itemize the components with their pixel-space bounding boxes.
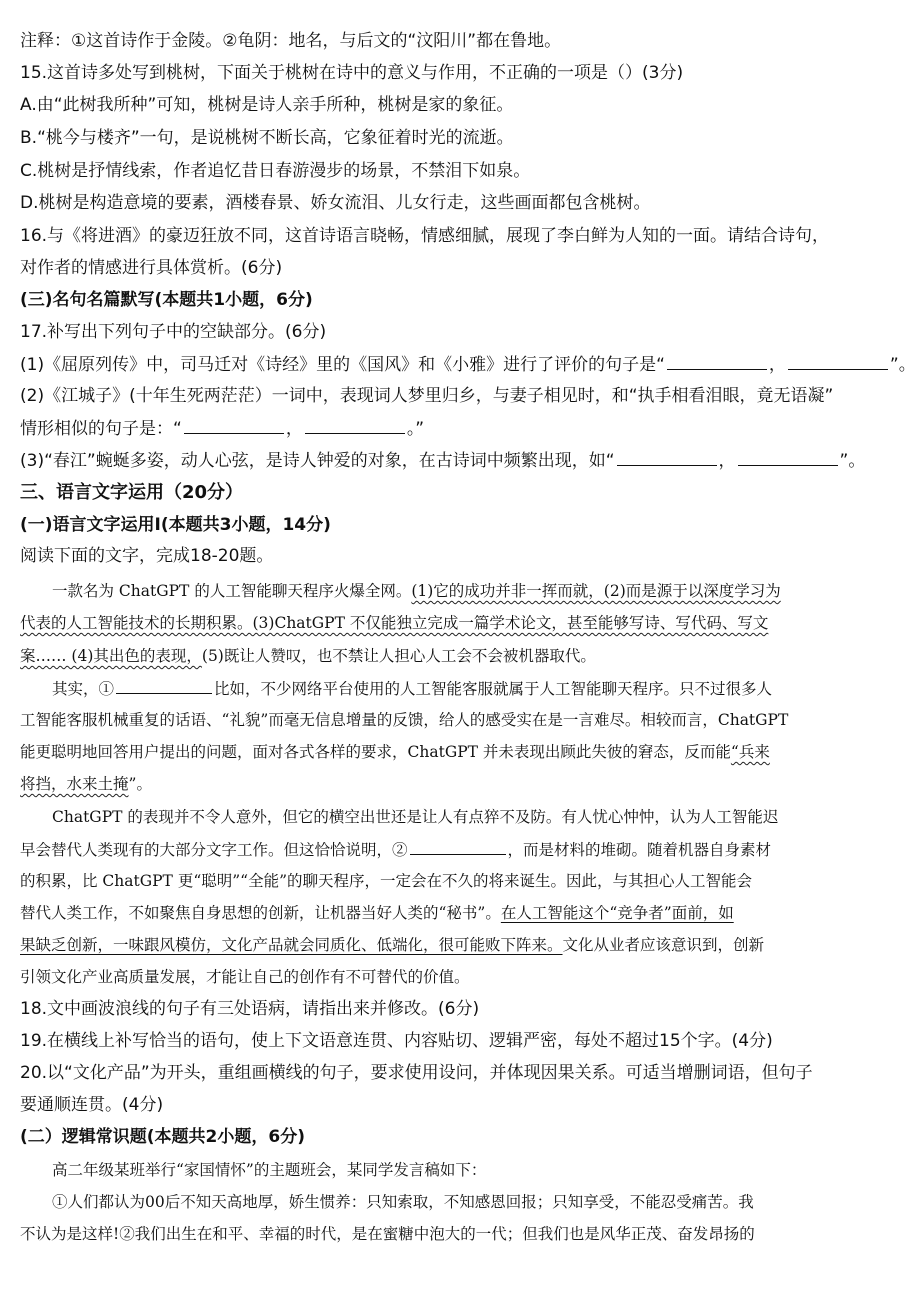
item1-text: (1)《屈原列传》中，司马迁对《诗经》里的《国风》和《小雅》进行了评价的句子是“ — [20, 355, 665, 375]
answer-blank[interactable] — [738, 449, 838, 466]
answer-blank[interactable] — [667, 353, 767, 370]
annotation-note: 注释：①这首诗作于金陵。②龟阴：地名，与后文的“汶阳川”都在鲁地。 — [20, 31, 562, 51]
wavy-sentence: (1)它的成功并非一挥而就，(2)而是源于以深度学习为 — [411, 582, 781, 600]
option-c: C.桃树是抒情线索，作者追忆昔日春游漫步的场景，不禁泪下如泉。 — [20, 161, 531, 181]
fill-blank-1[interactable] — [116, 677, 212, 694]
speech-intro: 高二年级某班举行“家国情怀”的主题班会，某同学发言稿如下： — [52, 1161, 487, 1179]
passage-line: 工智能客服机械重复的话语、“礼貌”而毫无信息增量的反馈，给人的感受实在是一言难尽。相较而言，ChatGPT — [20, 711, 789, 729]
question-17-item1 — [20, 353, 916, 376]
close-quote: ”。 — [839, 451, 866, 471]
reading-instruction: 阅读下面的文字，完成18-20题。 — [20, 546, 274, 566]
passage-text: ”。 — [128, 775, 152, 793]
passage-line — [52, 580, 882, 602]
underlined-sentence: 在人工智能这个“竞争者”面前，如 — [500, 904, 734, 922]
answer-blank[interactable] — [617, 449, 717, 466]
speech-line: ①人们都认为00后不知天高地厚，娇生惯养：只知索取，不知感恩回报；只知享受，不能忍受痛苦。我 — [52, 1193, 754, 1211]
comma: ， — [768, 355, 786, 375]
question-16-line2: 对作者的情感进行具体赏析。(6分) — [20, 258, 283, 278]
question-17-item3 — [20, 449, 882, 472]
passage-text: 替代人类工作，不如聚焦自身思想的创新，让机器当好人类的“秘书”。 — [20, 904, 501, 922]
passage-text: ，而是材料的堆砌。随着机器自身素材 — [507, 841, 772, 859]
question-20-line2: 要通顺连贯。(4分) — [20, 1095, 164, 1115]
item3-text: (3)“春江”蜿蜒多姿，动人心弦，是诗人钟爱的对象，在古诗词中频繁出现，如“ — [20, 451, 615, 471]
question-17: 17.补写出下列句子中的空缺部分。(6分) — [20, 322, 327, 342]
passage-text: 比如，不少网络平台使用的人工智能客服就属于人工智能聊天程序。只不过很多人 — [214, 680, 773, 698]
close-quote: ”。 — [889, 355, 916, 375]
item2-text: 情形相似的句子是：“ — [20, 419, 182, 439]
passage-line — [20, 645, 882, 667]
part-heading-language: 三、语言文字运用（20分） — [20, 482, 244, 503]
question-15: 15.这首诗多处写到桃树，下面关于桃树在诗中的意义与作用，不正确的一项是（）(3分) — [20, 63, 684, 83]
passage-line: 的积累，比 ChatGPT 更“聪明”“全能”的聊天程序，一定会在不久的将来诞生。因此，与其担心人工智能会 — [20, 872, 753, 890]
passage-line — [20, 934, 882, 956]
comma: ， — [718, 451, 736, 471]
section-heading-language-1: (一)语言文字运用Ⅰ(本题共3小题，14分) — [20, 515, 331, 535]
question-17-item2-line2 — [20, 417, 882, 440]
passage-line: ChatGPT 的表现并不令人意外，但它的横空出世还是让人有点猝不及防。有人忧心忡忡，认为人工智能迟 — [52, 808, 779, 826]
passage-text: 一款名为 ChatGPT 的人工智能聊天程序火爆全网。 — [52, 582, 412, 600]
section-heading-logic: (二）逻辑常识题(本题共2小题，6分) — [20, 1127, 305, 1147]
passage-line: 引领文化产业高质量发展，才能让自己的创作有不可替代的价值。 — [20, 968, 470, 986]
passage-line — [52, 677, 882, 700]
passage-text: 早会替代人类现有的大部分文字工作。但这恰恰说明，② — [20, 841, 408, 859]
answer-blank[interactable] — [184, 417, 284, 434]
fill-blank-2[interactable] — [410, 838, 506, 855]
passage-line — [20, 838, 882, 861]
comma: ， — [285, 419, 303, 439]
wavy-sentence: 案…… (4)其出色的表现， — [20, 647, 202, 665]
question-17-item2-line1: (2)《江城子》(十年生死两茫茫）一词中，表现词人梦里归乡，与妻子相见时，和“执手相看泪眼，竟无语凝” — [20, 386, 834, 406]
speech-line: 不认为是这样!②我们出生在和平、幸福的时代，是在蜜糖中泡大的一代；但我们也是风华正茂、奋发昂扬的 — [20, 1225, 755, 1243]
passage-text: (5)既让人赞叹，也不禁让人担心人工会不会被机器取代。 — [201, 647, 596, 665]
wavy-idiom: “兵来 — [730, 743, 770, 761]
passage-text: 能更聪明地回答用户提出的问题，面对各式各样的要求，ChatGPT 并未表现出顾此失彼的窘态，反而能 — [20, 743, 731, 761]
question-16-line1: 16.与《将进酒》的豪迈狂放不同，这首诗语言晓畅，情感细腻，展现了李白鲜为人知的一面。请结合诗句， — [20, 226, 830, 246]
answer-blank[interactable] — [788, 353, 888, 370]
close-quote: 。” — [406, 419, 425, 439]
passage-line — [20, 741, 882, 763]
passage-text: 文化从业者应该意识到，创新 — [562, 936, 765, 954]
option-a: A.由“此树我所种”可知，桃树是诗人亲手所种，桃树是家的象征。 — [20, 95, 514, 115]
passage-line — [20, 902, 882, 924]
answer-blank[interactable] — [305, 417, 405, 434]
question-20-line1: 20.以“文化产品”为开头，重组画横线的句子，要求使用设问，并体现因果关系。可适当增删词语，但句子 — [20, 1063, 813, 1083]
passage-text: 其实，① — [52, 680, 115, 698]
wavy-idiom: 将挡，水来土掩 — [20, 775, 129, 793]
passage-line — [20, 773, 882, 795]
option-b: B.“桃今与楼齐”一句，是说桃树不断长高，它象征着时光的流逝。 — [20, 128, 514, 148]
option-d: D.桃树是构造意境的要素，酒楼春景、娇女流泪、儿女行走，这些画面都包含桃树。 — [20, 193, 651, 213]
question-19: 19.在横线上补写恰当的语句，使上下文语意连贯、内容贴切、逻辑严密，每处不超过15个字。(4分) — [20, 1031, 773, 1051]
section-heading-dictation: (三)名句名篇默写(本题共1小题，6分) — [20, 290, 313, 310]
wavy-sentence: 代表的人工智能技术的长期积累。(3)ChatGPT 不仅能独立完成一篇学术论文，甚至能够写诗、写代码、写文 — [20, 614, 769, 632]
question-18: 18.文中画波浪线的句子有三处语病，请指出来并修改。(6分) — [20, 999, 480, 1019]
passage-line — [20, 612, 882, 634]
underlined-sentence: 果缺乏创新，一味跟风模仿，文化产品就会同质化、低端化，很可能败下阵来。 — [20, 936, 563, 954]
